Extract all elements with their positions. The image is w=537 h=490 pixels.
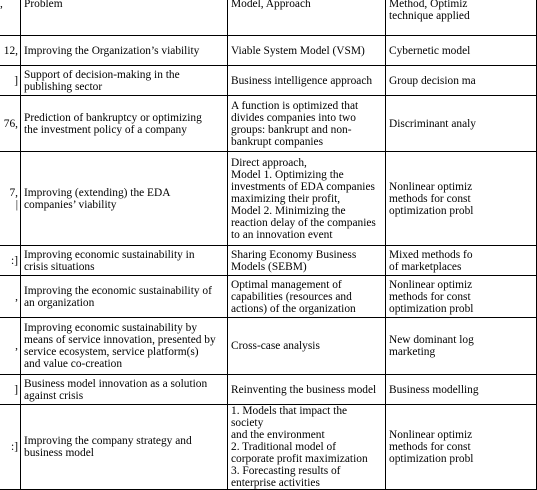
row-problem: Business model innovation as a solution against crisis: [21, 375, 228, 405]
header-problem: Problem: [21, 0, 228, 36]
row-problem: Improving economic sustainability in crisis situations: [21, 246, 228, 276]
row-reference-fragment: ,: [0, 318, 21, 375]
row-problem: Improving (extending) the EDA companies’ viability: [21, 152, 228, 246]
row-model: Cross-case analysis: [228, 318, 386, 375]
row-method: Cybernetic model: [386, 36, 537, 66]
row-problem: Prediction of bankruptcy or optimizing the investment policy of a company: [21, 96, 228, 152]
table-row: [0, 66, 537, 96]
row-model: Sharing Economy Business Models (SEBM): [228, 246, 386, 276]
table-header-row: [0, 0, 537, 36]
row-method: Mixed methods fo of marketplaces: [386, 246, 537, 276]
row-method: Nonlinear optimiz methods for const optimization probl: [386, 152, 537, 246]
row-method: Nonlinear optimiz methods for const optimization probl: [386, 276, 537, 318]
row-problem: Improving the Organization’s viability: [21, 36, 228, 66]
row-method: New dominant log marketing: [386, 318, 537, 375]
row-problem: Improving economic sustainability by means of service innovation, presented by service ecosystem, service platform(s) and value co-creation: [21, 318, 228, 375]
row-reference-fragment: :]: [0, 405, 21, 490]
row-model: 1. Models that impact the society and the environment 2. Traditional model of corporate profit maximization 3. Forecasting results of enterprise activities: [228, 405, 386, 490]
header-method: Method, Optimiz technique applied: [386, 0, 537, 36]
row-method: Nonlinear optimiz methods for const optimization probl: [386, 405, 537, 490]
table-row: [0, 152, 537, 246]
row-model: Business intelligence approach: [228, 66, 386, 96]
table-row: [0, 276, 537, 318]
row-problem: Support of decision-making in the publishing sector: [21, 66, 228, 96]
table-row: [0, 318, 537, 375]
row-model: Direct approach, Model 1. Optimizing the investments of EDA companies maximizing their profit, Model 2. Minimizing the reaction delay of the companies to an innovation event: [228, 152, 386, 246]
header-model-approach: Model, Approach: [228, 0, 386, 36]
row-method: Discriminant analy: [386, 96, 537, 152]
row-reference-fragment: ,: [0, 276, 21, 318]
table-row: [0, 375, 537, 405]
row-model: Optimal management of capabilities (resources and actions) of the organization: [228, 276, 386, 318]
header-reference-fragment: ,: [0, 0, 21, 36]
table-row: [0, 36, 537, 66]
row-reference-fragment: 7, |: [0, 152, 21, 246]
row-reference-fragment: ]: [0, 66, 21, 96]
row-model: Viable System Model (VSM): [228, 36, 386, 66]
row-model: A function is optimized that divides companies into two groups: bankrupt and non- bankrupt companies: [228, 96, 386, 152]
table-row: [0, 405, 537, 490]
row-reference-fragment: 12,: [0, 36, 21, 66]
row-reference-fragment: ]: [0, 375, 21, 405]
table-row: [0, 246, 537, 276]
row-problem: Improving the economic sustainability of an organization: [21, 276, 228, 318]
row-method: Group decision ma: [386, 66, 537, 96]
row-reference-fragment: :]: [0, 246, 21, 276]
row-reference-fragment: 76,: [0, 96, 21, 152]
row-problem: Improving the company strategy and business model: [21, 405, 228, 490]
row-method: Business modelling: [386, 375, 537, 405]
table-row: [0, 96, 537, 152]
row-model: Reinventing the business model: [228, 375, 386, 405]
